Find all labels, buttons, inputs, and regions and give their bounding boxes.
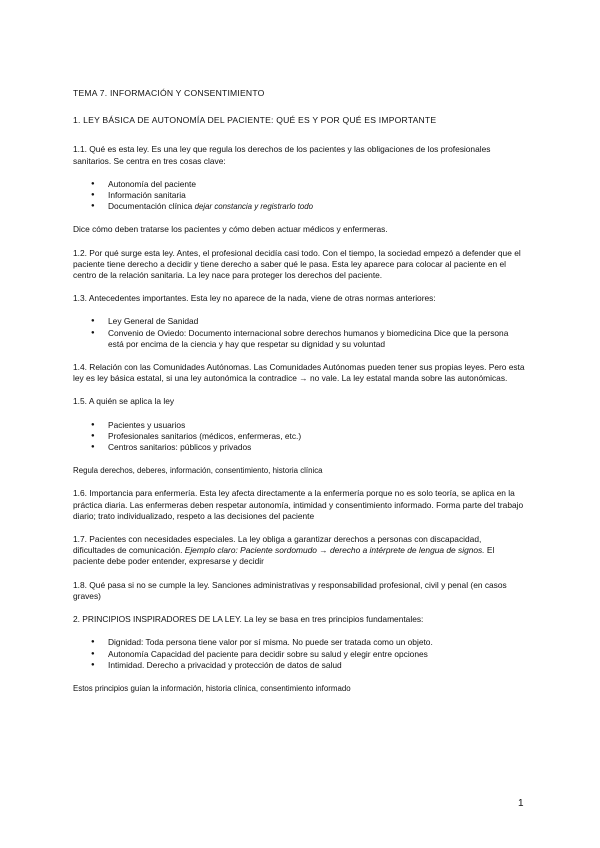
list-1-3 bbox=[73, 316, 525, 350]
list-1-1 bbox=[73, 179, 525, 213]
item-note: dejar constancia y registrarlo todo bbox=[194, 202, 314, 212]
paragraph-1-7 bbox=[73, 534, 525, 568]
list-2 bbox=[73, 637, 525, 671]
section-2-heading bbox=[73, 614, 525, 625]
text-tail: El paciente debe poder entender, expresarse y decidir bbox=[73, 545, 495, 567]
paragraph-1-6: 1.6. Importancia para enfermería. Esta ley afecta directamente a la enfermería porque no es solo teoría, se aplica en la práctica diaria. Las enfermeras deben respetar autonomía, intimidad y consentimiento informado. Forma parte del trabajo diario; trato individualizado, respeto a las decisiones del paciente bbox=[73, 488, 524, 521]
paragraph-1-1-note: Dice cómo deben tratarse los pacientes y cómo deben actuar médicos y enfermeras. bbox=[73, 224, 388, 235]
list-item: ● Pacientes y usuarios bbox=[108, 420, 525, 431]
list-item: ● Autonomía del paciente bbox=[108, 179, 525, 190]
paragraph-1-3: 1.3. Antecedentes importantes. Esta ley no aparece de la nada, viene de otras normas anteriores: bbox=[73, 293, 436, 304]
paragraph-1-2: 1.2. Por qué surge esta ley. Antes, el profesional decidía casi todo. Con el tiempo, la sociedad empezó a defender que el paciente tiene derecho a decidir y tiene derecho a saber qué le pasa. Esta ley aparece para colocar al paciente en el centro de la relación sanitaria. La ley nace para proteger los derechos del paciente. bbox=[73, 247, 521, 281]
paragraph-1-5-note: Regula derechos, deberes, información, consentimiento, historia clínica bbox=[73, 466, 323, 476]
list-item: ● Intimidad. Derecho a privacidad y protección de datos de salud bbox=[108, 660, 525, 671]
list-item: ● Información sanitaria bbox=[108, 190, 525, 201]
paragraph-1-4: 1.4. Relación con las Comunidades Autónomas. Las Comunidades Autónomas pueden tener sus propias leyes. Pero esta ley es ley básica estatal, si una ley autonómica la contradice → no vale. La ley estatal manda sobre las autonómicas. bbox=[73, 362, 525, 384]
list-1-5 bbox=[73, 420, 525, 454]
list-item: ● Ley General de Sanidad bbox=[108, 316, 525, 327]
paragraph-1-1: 1.1. Qué es esta ley. Es una ley que regula los derechos de los pacientes y las obligaciones de los profesionales sanitarios. Se centra en tres cosas clave: bbox=[73, 144, 491, 166]
heading-tail: La ley se basa en tres principios fundamentales: bbox=[241, 614, 424, 625]
document-title: TEMA 7. INFORMACIÓN Y CONSENTIMIENTO bbox=[73, 88, 265, 98]
section-1-heading: 1. LEY BÁSICA DE AUTONOMÍA DEL PACIENTE: QUÉ ES Y POR QUÉ ES IMPORTANTE bbox=[73, 115, 437, 126]
paragraph-1-5: 1.5. A quién se aplica la ley bbox=[73, 396, 175, 407]
document-page bbox=[73, 88, 525, 706]
paragraph-1-8: 1.8. Qué pasa si no se cumple la ley. Sanciones administrativas y responsabilidad profesional, civil y penal (en casos graves) bbox=[73, 579, 507, 601]
text-main: 1.7. Pacientes con necesidades especiales. La ley obliga a garantizar derechos a personas con discapacidad, dificultades de comunicación. bbox=[73, 534, 482, 556]
paragraph-2-note: Estos principios guían la información, historia clínica, consentimiento informado bbox=[73, 683, 351, 693]
list-item: ● Dignidad: Toda persona tiene valor por sí misma. No puede ser tratada como un objeto. bbox=[108, 637, 525, 648]
list-item: ● Autonomía Capacidad del paciente para decidir sobre su salud y elegir entre opciones bbox=[108, 649, 525, 660]
text-example: Ejemplo claro: Paciente sordomudo → derecho a intérprete de lengua de signos. bbox=[184, 545, 485, 556]
page-number: 1 bbox=[518, 798, 524, 809]
list-item: ● Profesionales sanitarios (médicos, enfermeras, etc.) bbox=[108, 431, 525, 442]
list-item bbox=[108, 201, 525, 212]
list-item: ● Convenio de Oviedo: Documento internacional sobre derechos humanos y biomedicina Dice que la persona está por encima de la ciencia y hay que respetar su dignidad y su voluntad bbox=[108, 328, 525, 350]
list-item: ● Centros sanitarios: públicos y privados bbox=[108, 442, 525, 453]
heading-text: 2. PRINCIPIOS INSPIRADORES DE LA LEY. bbox=[73, 614, 242, 625]
item-text: Documentación clínica bbox=[108, 201, 195, 212]
